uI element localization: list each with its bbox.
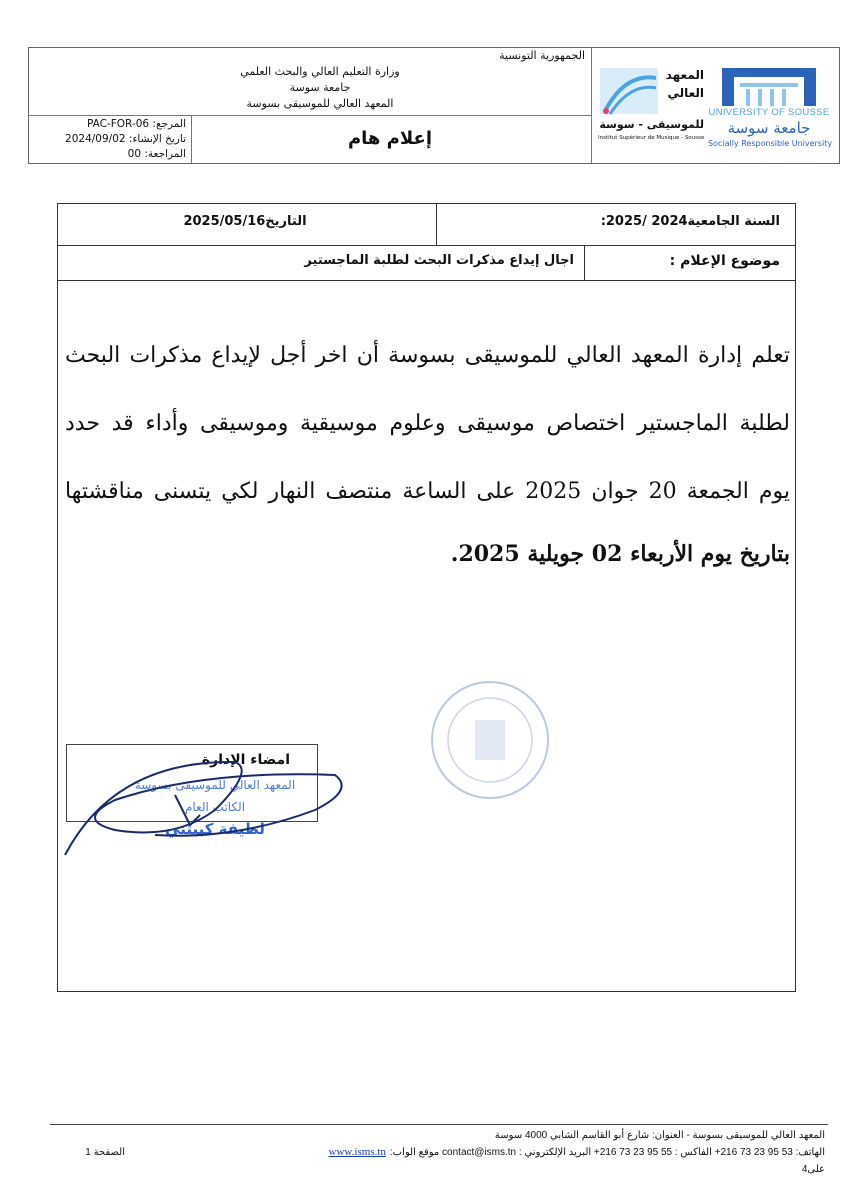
footer-contact-row xyxy=(130,1146,825,1159)
subject-value: اجال إيداع مذكرات البحث لطلبة الماجستير xyxy=(304,253,574,268)
announcement-box xyxy=(57,203,796,992)
signature-label: امضاء الإدارة xyxy=(201,752,290,768)
institute-label: المعهد العالي للموسيقى بسوسة xyxy=(246,97,394,110)
ministry-label: وزارة التعليم العالي والبحث العلمي xyxy=(240,65,400,78)
footer-contact: الهاتف: 53 95 23 73 216+ الفاكس : 55 95 23 73 216+ البريد الإلكتروني : contact@isms.tn موقع الواب: xyxy=(389,1147,825,1158)
revision: المراجعة: 00 xyxy=(127,148,186,160)
page-number: الصفحة 1 xyxy=(85,1147,125,1158)
footer-address: المعهد العالي للموسيقى بسوسة - العنوان: شارع أبو القاسم الشابي 4000 سوسة xyxy=(494,1130,825,1141)
republic-label: الجمهورية التونسية xyxy=(499,49,585,62)
website-link[interactable]: www.isms.tn xyxy=(328,1146,386,1158)
creation-date: تاريخ الإنشاء: 2024/09/02 xyxy=(65,133,186,145)
university-building-icon xyxy=(708,68,830,108)
institute-logo: المعهد العالي للموسيقى - سوسة Institut Supérieur de Musique - Sousse xyxy=(598,68,705,141)
academic-year: السنة الجامعية2024 /2025: xyxy=(600,214,780,229)
footer-rule xyxy=(50,1124,828,1125)
body-line: بتاريخ يوم الأربعاء 02 جويلية 2025. xyxy=(450,541,790,567)
body-line: تعلم إدارة المعهد العالي للموسيقى بسوسة أن اخر أجل لإيداع مذكرات البحث xyxy=(65,343,790,368)
announcement-date: التاريخ2025/05/16 xyxy=(183,214,307,229)
subject-label: موضوع الإعلام : xyxy=(669,253,780,269)
reference: المرجع: PAC-FOR-06 xyxy=(86,118,186,130)
university-of-sousse-logo: UNIVERSITY OF SOUSSE جامعة سوسة Socially Responsible University xyxy=(708,68,830,152)
official-stamp xyxy=(420,675,560,805)
university-label: جامعة سوسة xyxy=(289,81,351,94)
secretary-stamp: المعهد العالي للموسيقى بسوسة الكاتب العام لطيفة كبيتني xyxy=(134,778,296,838)
music-wave-icon xyxy=(600,68,660,118)
page-count: على4 xyxy=(801,1164,825,1175)
document-title: إعلام هام xyxy=(347,128,433,149)
body-line: لطلبة الماجستير اختصاص موسيقى وعلوم موسيقية وموسيقى وأداء قد حدد xyxy=(65,411,790,436)
body-line: يوم الجمعة 20 جوان 2025 على الساعة منتصف النهار لكي يتسنى مناقشتها xyxy=(65,479,790,504)
handwritten-signature xyxy=(55,740,355,860)
